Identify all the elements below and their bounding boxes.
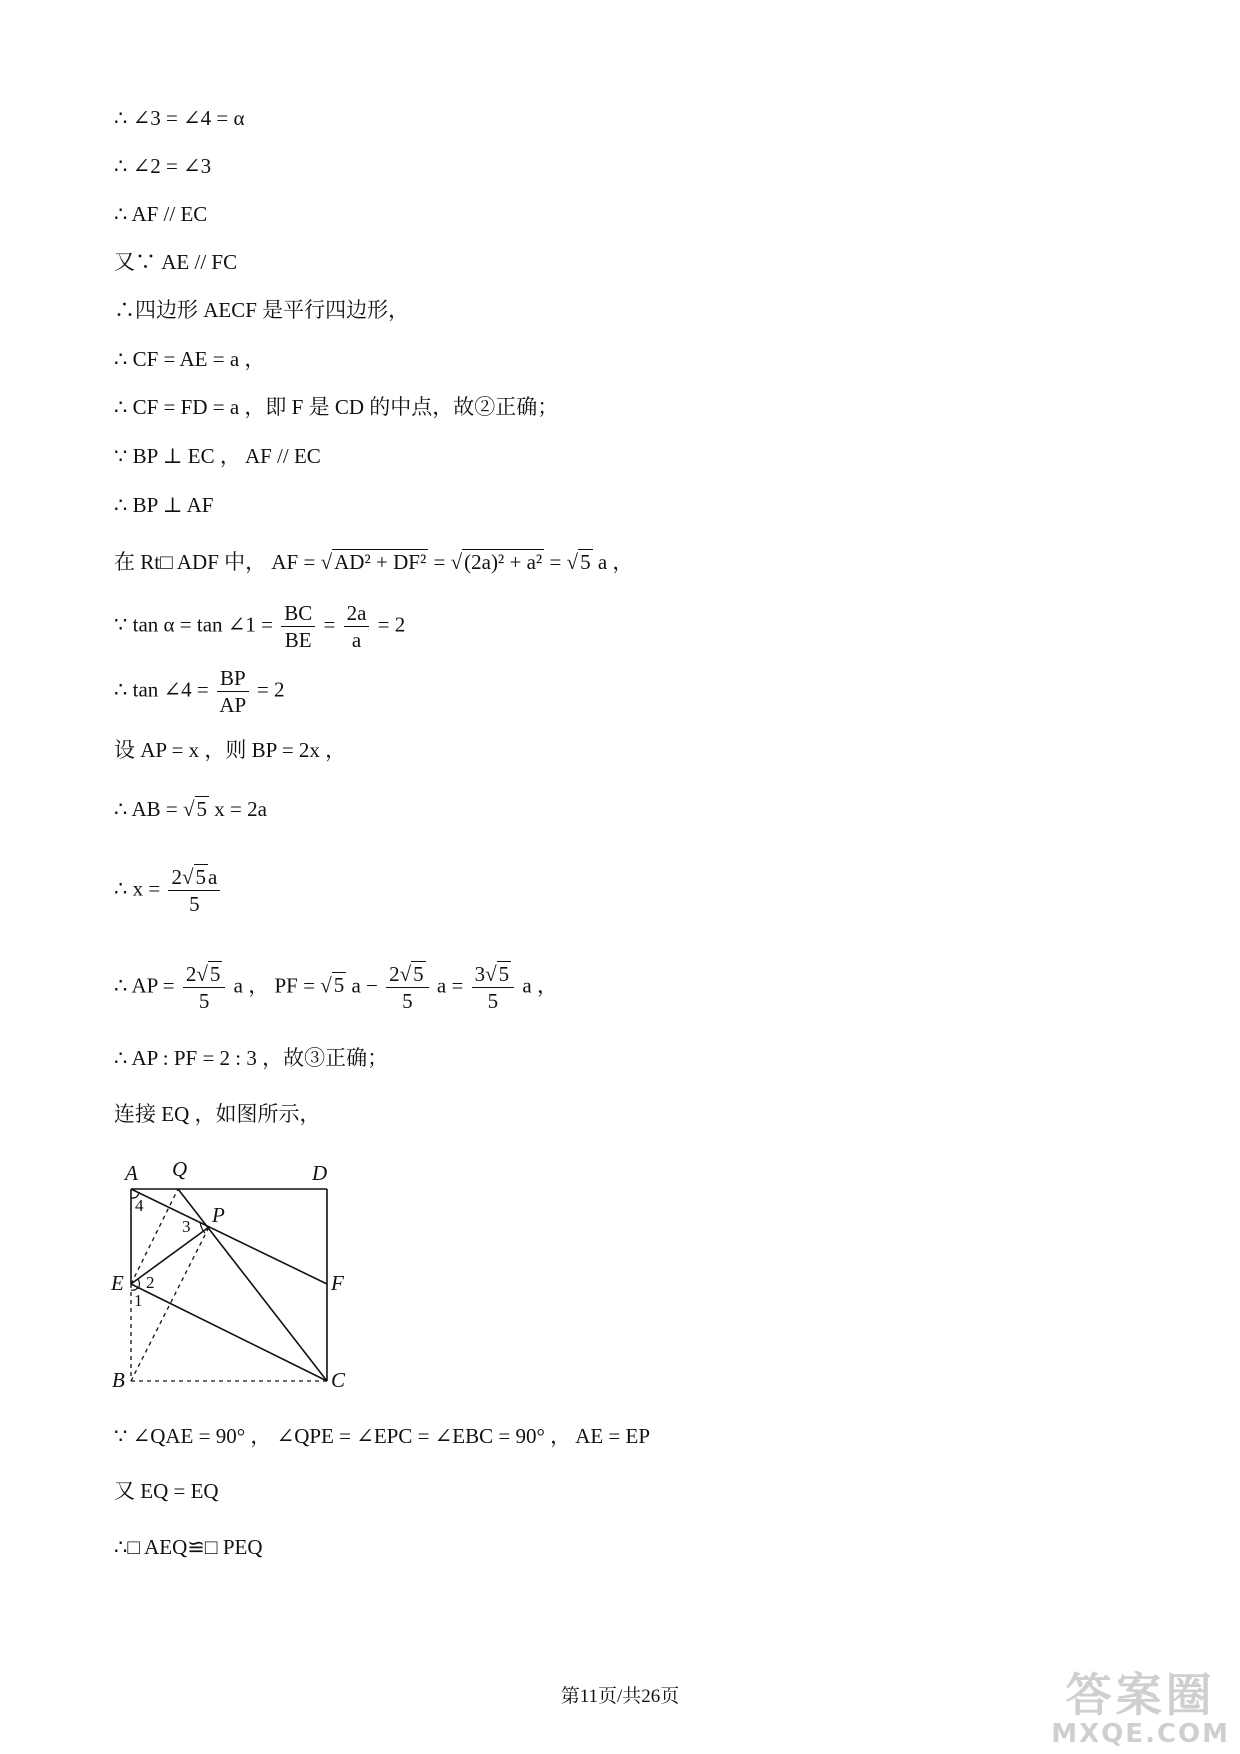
solution-line: ∴ AP : PF = 2 : 3 ，故③正确； <box>114 1046 389 1070</box>
segment-ec <box>131 1284 327 1381</box>
fraction <box>386 961 429 1014</box>
text-segment: ∴ AB = <box>114 797 183 821</box>
text-segment: = <box>549 550 567 574</box>
denominator: 5 <box>198 989 210 1013</box>
solution-line: ∴四边形 AECF 是平行四边形， <box>114 298 410 322</box>
radicand: (2a)² + a² <box>464 550 543 574</box>
numerator: 2a <box>344 600 370 627</box>
solution-line-af-length: 在 Rt□ ADF 中， AF = √AD² + DF² = √(2a)² + a² = √5 a ， <box>114 550 634 574</box>
text-segment: 在 Rt□ ADF 中， <box>114 550 267 574</box>
solution-line: ∴ AF // EC <box>114 202 208 226</box>
solution-line: ∵ BP ⊥ EC ， AF // EC <box>114 444 321 468</box>
page-footer: 第11页/共26页 <box>560 1686 680 1707</box>
label-b: B <box>112 1368 125 1392</box>
text-segment: a ， PF = <box>233 973 321 998</box>
text-segment: AF = <box>271 550 321 574</box>
denominator: 5 <box>487 989 499 1013</box>
fraction <box>183 961 226 1014</box>
denominator: AP <box>219 693 247 717</box>
solution-line: ∴ ∠2 = ∠3 <box>114 154 212 178</box>
solution-line: ∴ BP ⊥ AF <box>114 493 214 517</box>
fraction <box>344 600 370 653</box>
text-segment: ∴ tan ∠4 = <box>114 677 214 702</box>
label-angle-1: 1 <box>134 1291 143 1310</box>
geometry-figure <box>110 1160 370 1400</box>
numerator: BP <box>217 665 249 692</box>
label-c: C <box>331 1368 346 1392</box>
segment-qc <box>178 1189 327 1381</box>
radicand: 5 <box>333 973 345 998</box>
watermark-logo: 答案圈 MXQE.COM <box>1051 1668 1230 1749</box>
text-segment: x = 2a <box>214 797 267 821</box>
fraction <box>168 864 220 917</box>
solution-line-ap-pf: ∴ AP = $\frac{2√5}{5}$ a ， PF = √5 a − $\frac{2√5}{5}$ a = $\frac{3√5}{5}$ a ， <box>114 962 558 1013</box>
solution-line-ab: ∴ AB = √5 x = 2a <box>114 797 267 821</box>
label-a: A <box>125 1161 138 1185</box>
label-angle-4: 4 <box>135 1196 144 1215</box>
label-e: E <box>111 1271 124 1295</box>
text-segment: ∵ tan α = tan ∠1 = <box>114 612 279 637</box>
solution-line: 又∵ AE // FC <box>114 250 238 274</box>
fraction <box>281 600 315 653</box>
solution-line: ∴ CF = AE = a ， <box>114 347 266 371</box>
text-segment: a − <box>351 973 384 998</box>
label-q: Q <box>172 1160 188 1181</box>
denominator: BE <box>284 628 312 652</box>
text-segment: a ， <box>522 973 558 998</box>
text-segment: = <box>433 550 451 574</box>
label-p: P <box>212 1203 225 1227</box>
radicand: 5 <box>196 797 207 821</box>
label-angle-2: 2 <box>146 1273 155 1292</box>
label-angle-3: 3 <box>182 1217 191 1236</box>
fraction <box>217 665 249 718</box>
numerator: BC <box>281 600 315 627</box>
solution-line: ∴ CF = FD = a ，即 F 是 CD 的中点，故②正确； <box>114 395 559 419</box>
radicand: 5 <box>580 550 591 574</box>
text-segment: a ， <box>597 550 634 574</box>
denominator: a <box>351 628 362 652</box>
solution-line: ∴ ∠3 = ∠4 = α <box>114 106 245 130</box>
text-segment: ∴ AP = <box>114 973 180 998</box>
solution-line: 连接 EQ ，如图所示， <box>114 1102 321 1126</box>
text-segment: a = <box>436 973 469 998</box>
solution-line-tan-4 <box>114 665 285 718</box>
solution-line: 又 EQ = EQ <box>114 1479 219 1503</box>
text-segment: = 2 <box>377 612 406 637</box>
numerator: 2√5a <box>168 864 220 891</box>
numerator: 2√5 <box>183 961 226 988</box>
segment-ep <box>131 1227 209 1284</box>
solution-line: ∴□ AEQ≌□ PEQ <box>114 1535 263 1559</box>
numerator: 2√5 <box>386 961 429 988</box>
radicand: AD² + DF² <box>334 550 427 574</box>
solution-line: ∵ ∠QAE = 90° ， ∠QPE = ∠EPC = ∠EBC = 90° ， AE = EP <box>114 1424 651 1448</box>
label-f: F <box>331 1271 344 1295</box>
numerator: 3√5 <box>472 961 515 988</box>
denominator: 5 <box>402 989 413 1013</box>
fraction <box>472 961 515 1014</box>
label-d: D <box>312 1161 328 1185</box>
segment-af <box>131 1189 327 1284</box>
solution-line-x <box>114 864 223 917</box>
solution-line-tan-alpha: ∵ tan α = tan ∠1 = $\frac{BC}{BE}$ = $\frac{2a}{a}$ = 2 <box>114 601 406 652</box>
solution-line: 设 AP = x ，则 BP = 2x ， <box>114 738 347 762</box>
denominator: 5 <box>189 892 200 916</box>
text-segment: ∴ x = <box>114 876 166 901</box>
text-segment: = 2 <box>256 677 285 702</box>
